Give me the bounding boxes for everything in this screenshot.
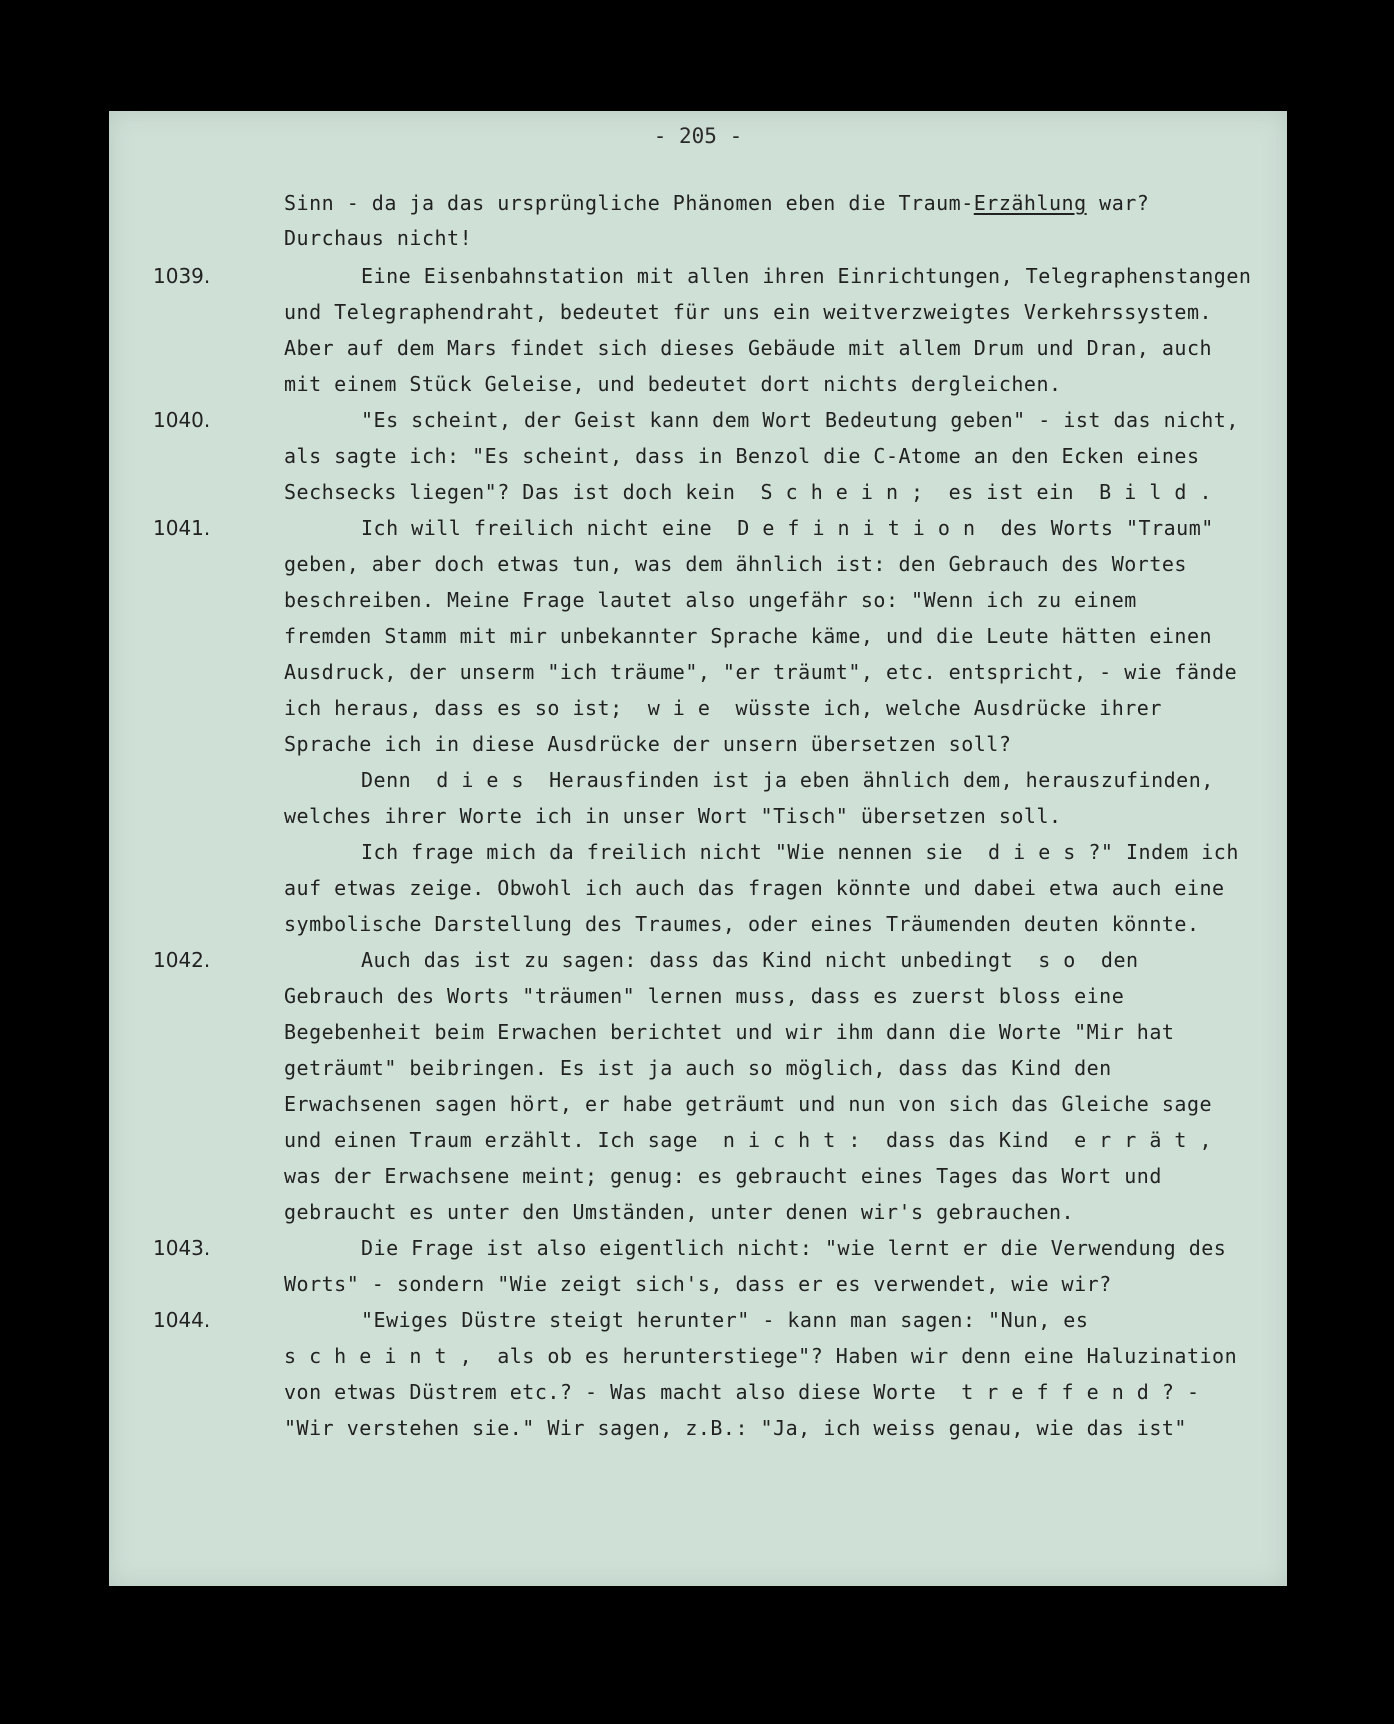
text-line: geben, aber doch etwas tun, was dem ähnlich ist: den Gebrauch des Wortes — [284, 552, 1187, 576]
text-line: Worts" - sondern "Wie zeigt sich's, dass er es verwendet, wie wir? — [284, 1272, 1112, 1296]
text-line: was der Erwachsene meint; genug: es gebraucht eines Tages das Wort und — [284, 1164, 1162, 1188]
text-line: mit einem Stück Geleise, und bedeutet dort nichts dergleichen. — [284, 372, 1062, 396]
text-line: Die Frage ist also eigentlich nicht: "wie lernt er die Verwendung des — [361, 1236, 1227, 1260]
text-line: fremden Stamm mit mir unbekannter Sprache käme, und die Leute hätten einen — [284, 624, 1213, 648]
text-line: Denn d i e s Herausfinden ist ja eben ähnlich dem, herauszufinden, — [361, 768, 1214, 792]
text-line: auf etwas zeige. Obwohl ich auch das fragen könnte und dabei etwa auch eine — [284, 876, 1225, 900]
text-line: "Es scheint, der Geist kann dem Wort Bedeutung geben" - ist das nicht, — [361, 408, 1239, 432]
text-line: Begebenheit beim Erwachen berichtet und wir ihm dann die Worte "Mir hat — [284, 1020, 1175, 1044]
text-line: Eine Eisenbahnstation mit allen ihren Einrichtungen, Telegraphenstangen — [361, 264, 1252, 288]
text-line: Gebrauch des Worts "träumen" lernen muss, dass es zuerst bloss eine — [284, 984, 1125, 1008]
text-line: "Ewiges Düstre steigt herunter" - kann man sagen: "Nun, es — [361, 1308, 1089, 1332]
text-line: Erwachsenen sagen hört, er habe geträumt und nun von sich das Gleiche sage — [284, 1092, 1213, 1116]
text-line: Sechsecks liegen"? Das ist doch kein S c h e i n ; es ist ein B i l d . — [284, 480, 1213, 504]
text-line: symbolische Darstellung des Traumes, oder eines Träumenden deuten könnte. — [284, 912, 1200, 936]
remark-number: 1043. — [153, 1236, 211, 1260]
text-line: Aber auf dem Mars findet sich dieses Gebäude mit allem Drum und Dran, auch — [284, 336, 1213, 360]
remark-number: 1044. — [153, 1308, 211, 1332]
text-line: und einen Traum erzählt. Ich sage n i c h t : dass das Kind e r r ä t , — [284, 1128, 1213, 1152]
text-line: Sprache ich in diese Ausdrücke der unsern übersetzen soll? — [284, 732, 1012, 756]
text-line: Ich frage mich da freilich nicht "Wie nennen sie d i e s ?" Indem ich — [361, 840, 1239, 864]
text-line: als sagte ich: "Es scheint, dass in Benzol die C-Atome an den Ecken eines — [284, 444, 1200, 468]
remark-number: 1040. — [153, 408, 211, 432]
text-line: gebraucht es unter den Umständen, unter denen wir's gebrauchen. — [284, 1200, 1075, 1224]
text-line: Durchaus nicht! — [284, 226, 473, 250]
text-line: beschreiben. Meine Frage lautet also ungefähr so: "Wenn ich zu einem — [284, 588, 1137, 612]
remark-number: 1039. — [153, 264, 211, 288]
typescript-page — [109, 111, 1287, 1586]
remark-number: 1042. — [153, 948, 211, 972]
text-line: ich heraus, dass es so ist; w i e wüsste ich, welche Ausdrücke ihrer — [284, 696, 1162, 720]
text-line: welches ihrer Worte ich in unser Wort "Tisch" übersetzen soll. — [284, 804, 1062, 828]
text-line: s c h e i n t , als ob es herunterstiege"? Haben wir denn eine Haluzination — [284, 1344, 1238, 1368]
text-line: "Wir verstehen sie." Wir sagen, z.B.: "Ja, ich weiss genau, wie das ist" — [284, 1416, 1187, 1440]
text-line: Sinn - da ja das ursprüngliche Phänomen eben die Traum-Erzählung war? — [284, 191, 1150, 215]
remark-number: 1041. — [153, 516, 211, 540]
page-number: - 205 - — [653, 124, 743, 148]
text-line: von etwas Düstrem etc.? - Was macht also diese Worte t r e f f e n d ? - — [284, 1380, 1200, 1404]
text-line: Ich will freilich nicht eine D e f i n i t i o n des Worts "Traum" — [361, 516, 1214, 540]
text-line: Auch das ist zu sagen: dass das Kind nicht unbedingt s o den — [361, 948, 1139, 972]
text-line: geträumt" beibringen. Es ist ja auch so möglich, dass das Kind den — [284, 1056, 1112, 1080]
text-line: Ausdruck, der unserm "ich träume", "er träumt", etc. entspricht, - wie fände — [284, 660, 1238, 684]
text-line: und Telegraphendraht, bedeutet für uns ein weitverzweigtes Verkehrssystem. — [284, 300, 1213, 324]
